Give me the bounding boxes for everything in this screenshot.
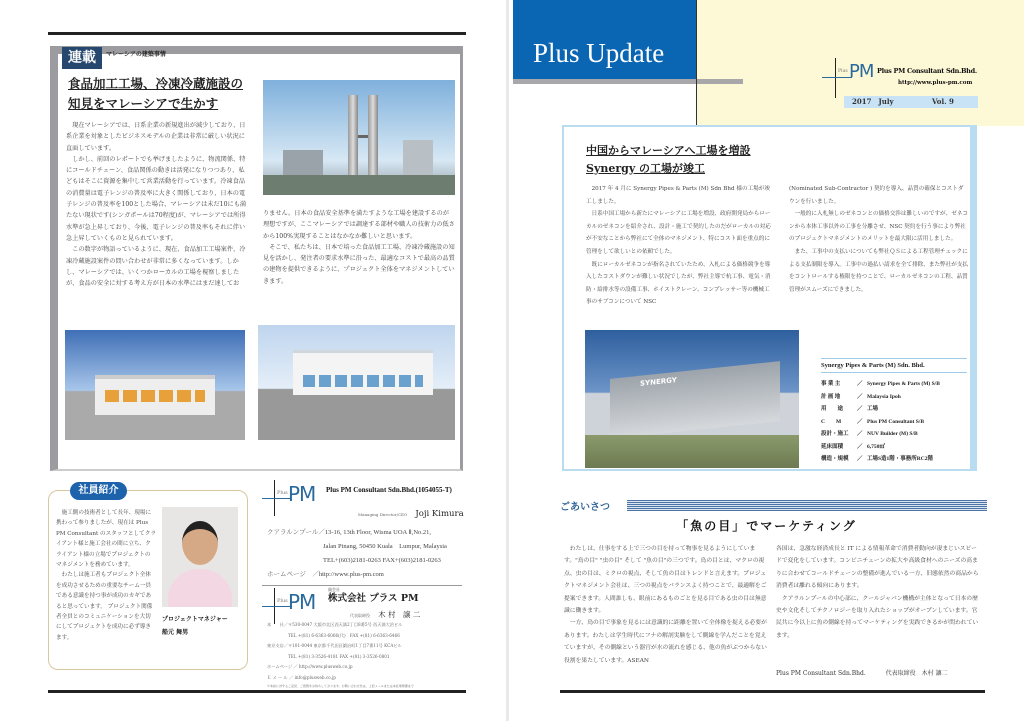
spec-row <box>821 428 967 441</box>
spec-row <box>821 453 967 466</box>
spec-value: Synergy Pipes & Parts (M) S/B <box>867 381 940 387</box>
spec-separator: ／ <box>857 456 863 462</box>
spec-row <box>821 416 967 429</box>
card1-person: Managing Director/CEO Joji Kimura <box>358 509 464 519</box>
card2-company: 株式会社 プラス PM <box>328 593 419 604</box>
header-url[interactable]: http://www.plus-pm.com <box>898 80 973 86</box>
spec-key: 延床面積 <box>821 443 844 450</box>
spec-row <box>821 391 967 404</box>
spec-rows <box>821 378 967 466</box>
spec-row <box>821 378 967 391</box>
staff-name: 船元 舞男 <box>162 629 189 636</box>
spec-value: Plus PM Consultant S/B <box>867 418 924 425</box>
staff-intro-badge: 社員紹介 <box>70 482 127 500</box>
series-label: マレーシアの建築事情 <box>106 51 166 58</box>
article-col1: 2017 年 4 月に Synergy Pipes & Parts (M) Sdn Bhd 様の工場が竣工しました。 日系中国工場から新たにマレーシアに工場を増設、政府開発局からローカルのゼネコンを紹介され、設計・施工で契約したのだがローカルの対応が不安なことから弊社にて全体のマネジメント、特にコスト面を重点的に管理をして欲しいとの依頼でした。 既にローカルゼネコンが指名されていたため、入札による価格競争を導入したコストダウンが難しい状況でしたが、弊社主導で杭工事、電気・消防・給排水等の設備工事、ホイストクレーン、コンプレッサー等の機械工事のサブコンについて NSC <box>586 186 771 306</box>
spec-separator: ／ <box>857 443 863 450</box>
article-col2: りません。日本の食品安全基準を満たすような工場を建設するのが理想ですが、ここマレーシアでは調達する部材や職人の技術力の低さから100%実現することはなかなか難しいと思います。 そこで、私たちは、日本で培った食品加工工場、冷凍冷蔵施設の知見を活かし、発注者の要求水準に沿った、最適なコストで最高の品質の建物を提供できるように、プロジェクト全体をマネジメントしていきます。 <box>263 210 455 285</box>
spec-value: 6,750㎡ <box>867 443 885 450</box>
spec-key: 用 途 <box>821 406 844 412</box>
greeting-signature: Plus PM Consultant Sdn.Bhd. 代表取締役 木村 讓二 <box>776 670 948 677</box>
card1-home-link[interactable]: http://www.plus-pm.com <box>318 571 384 578</box>
plus-pm-logo-2: Plus PM <box>262 588 314 624</box>
card-divider <box>262 585 462 586</box>
card2-person: 代表取締役 木 村 譲 二 <box>350 610 421 619</box>
bottom-rule <box>48 690 466 693</box>
spec-value: Malaysia Ipoh <box>867 393 901 400</box>
spec-separator: ／ <box>857 393 863 400</box>
spec-key: 計 画 地 <box>821 393 841 400</box>
spec-title: Synergy Pipes & Parts (M) Sdn. Bhd. <box>821 358 967 373</box>
greeting-col1: わたしは、仕事をする上で三つの目を持って物事を見るようにしています。"鳥の目" "虫の目" そして "魚の目"の三つです。鳥の目とは、マクロの視点、虫の目は、ミクロの視点、そして魚の目はトレンドと言えます。プロジェクトマネジメント会社は、三つの視点をバランスよく持つことで、最適解をご提案できます。人間誰しも、眼前にあるものごとを見る目である虫の目は無意識に働きます。 一方、鳥の目で事象を見るには意識的に距離を置いて全体像を捉える必要があります。わたしは学生時代にフナの解剖実験をして側線を学んだことを覚えていますが、その側線という器官が水の流れを感じる、他の魚がぶつからない役割を果たしています。ASEAN <box>564 546 767 664</box>
issue-volume: Vol. 9 <box>932 97 954 106</box>
header-logo: Plus PM <box>822 58 877 98</box>
spec-row <box>821 403 967 416</box>
synergy-factory-photo: SYNERGY <box>585 330 799 468</box>
masthead: Plus Update <box>513 0 697 79</box>
card2-details: 本 社／〒530-0047 大阪市北区西天満2丁目8番5号 西天満大治ビル TEL +(81) 6-6363-6066(代) FAX +(81) 6-6363-6466 東京支店／〒101-0044 東京都千代田区鍛冶町1丁目7番11号 KCAビル TEL +(81) 3-3526-4181 FAX +(81) 3-3526-0801 ホームページ ／ http://www.plusweb.co.jp Ｅ メ ー ル ／ info@plusweb.co.jp ※本誌に対するご意見、ご感想をお待ちしております。お問い合わせ先は、上記メールまたは本社業務課まで <box>267 622 414 688</box>
staff-role: プロジェクトマネジャー <box>162 616 228 623</box>
plus-pm-logo: Plus PM <box>262 480 314 516</box>
spec-value: NUV Builder (M) S/B <box>867 431 918 437</box>
left-page <box>0 0 506 721</box>
top-rule <box>48 32 466 35</box>
issue-bar <box>844 96 978 108</box>
header-vline <box>696 0 697 126</box>
staff-text: 施工側の技術者として長年、現場に携わって参りましたが、現在は Plus PM Consultant のスタッフとしてクライアント様と施工会社の間に立ち、クライアント様の立場でプロジェクトのマネジメントを務めています。 わたしは施工者もプロジェクト全体を成功させるための重要なチーム一員である意識を持つ事が成功のカギであると思っています。 プロジェクト関係者全員とのコミュニケーションを大切にしてプロジェクトを成功に必ず導きます。 <box>56 510 156 641</box>
article-title: 食品加工工場、冷凍冷蔵施設の 知見をマレーシアで生かす <box>68 76 244 111</box>
article-col1: 現在マレーシアでは、日系企業の新規進出が減少しており、日系企業を対象としたビジネスモデルの企業は非常に厳しい状況に直面しています。 しかし、前回のレポートでも挙げましたように、物流関係、特にコールドチェーン、食品関係の動きは活発になりつつあり、私どもはそこに資源を集中して営業活動を行っています。冷凍食品の消費量は電子レンジの普及率に大きく関係しており、日本の電子レンジの普及率を100とした場合、マレーシアは未だ10にも満たない現状です(シンガポールは70程度)が、マレーシアでは所得水準が急上昇しており、今後、電子レンジの普及率もそれに伴い急上昇していくものと見られています。 この数字が物語っているように、現在、食品加工工場案件、冷凍冷蔵施設案件の問い合わせが非常に多くなっています。しかし、マレーシアでは、いくつかローカルの工場を視察しましたが、食品の安全に対する考え方が日本の水準にはまだ達してお <box>66 122 247 288</box>
spec-key: C M <box>821 418 842 425</box>
spec-row <box>821 441 967 454</box>
spec-table <box>821 358 967 466</box>
factory-photo-2 <box>258 325 455 440</box>
series-badge: 連載 <box>62 47 102 69</box>
spec-key: 構造・規模 <box>821 456 849 462</box>
header-company: Plus PM Consultant Sdn.Bhd. <box>877 67 977 75</box>
card1-company: Plus PM Consultant Sdn.Bhd.(1054055-T) <box>326 486 452 494</box>
issue-date: 2017 July <box>852 97 894 106</box>
greeting-label: ごあいさつ <box>560 502 610 513</box>
spec-separator: ／ <box>857 406 863 412</box>
staff-portrait <box>162 507 238 607</box>
card2-pre: 親会社 <box>328 587 340 592</box>
greeting-title: 「魚の目」でマーケティング <box>676 519 857 533</box>
article-col2: (Nominated Sub-Contractor ) 契約を導入、品質の確保とコストダウンを行いました。 一般的に入札無しのゼネコンとの価格交渉は難しいのですが、ゼネコンから本体工事以外の工事を分離させ、NSC 契約を行う事により弊社のプロジェクトマネジメントのメリットを最大限に活用しました。 また、工事中の支払いについても弊社ＱＳによる工程管理チェックによる支払制限を導入。工事中の過払い請求を全て排除、また弊社が支払をコントロールする権限を持つことで、ローカルゼネコンの工程、品質管理がスムーズにできました。 <box>789 186 969 293</box>
spec-value: 工場S造1階・事務所RC2階 <box>867 456 934 462</box>
spec-separator: ／ <box>857 418 863 425</box>
kl-towers-photo <box>263 80 455 195</box>
spec-separator: ／ <box>857 381 863 387</box>
right-page <box>509 0 1024 721</box>
factory-photo-1 <box>65 330 245 440</box>
greeting-col2: 各国は、急激な経済成長と IT による情報革命で消費者動向が凄まじいスピードで変化をしています。コンビニチェーンの拡大や高級食材へのニーズの高まりに合わせてコールドチェーンの整備が進んでいる一方、旧態依然の商品から消費者は離れる傾向にあります。 クアラルンプールの中心部に、クールジャパン機構が主体となって日本の歴史や文化そしてテクノロジーを取り入れたショップがオープンしています。官民共に今以上に魚の側線を持ってマーケティングを実践できるかが問われています。 <box>776 546 979 639</box>
spec-value: 工場 <box>867 406 879 412</box>
article-title: 中国からマレーシアへ工場を増設 Synergy の工場が竣工 <box>586 144 751 175</box>
card1-address: クアラルンプール／13-16, 13th Floor, Wisma UOA Ⅱ,No.21, Jalan Pinang, 50450 Kuala Lumpur, Malaysia TEL+(603)2181-0263 FAX+(603)2181-0263 ホームページ ／http://www.plus-pm.com <box>267 529 447 578</box>
spec-key: 設計・施工 <box>821 431 849 437</box>
spec-separator: ／ <box>857 431 863 437</box>
masthead-bar <box>513 79 743 84</box>
greeting-stripes <box>627 500 987 511</box>
spec-key: 事 業 主 <box>821 381 841 387</box>
bottom-rule-right <box>560 690 985 693</box>
